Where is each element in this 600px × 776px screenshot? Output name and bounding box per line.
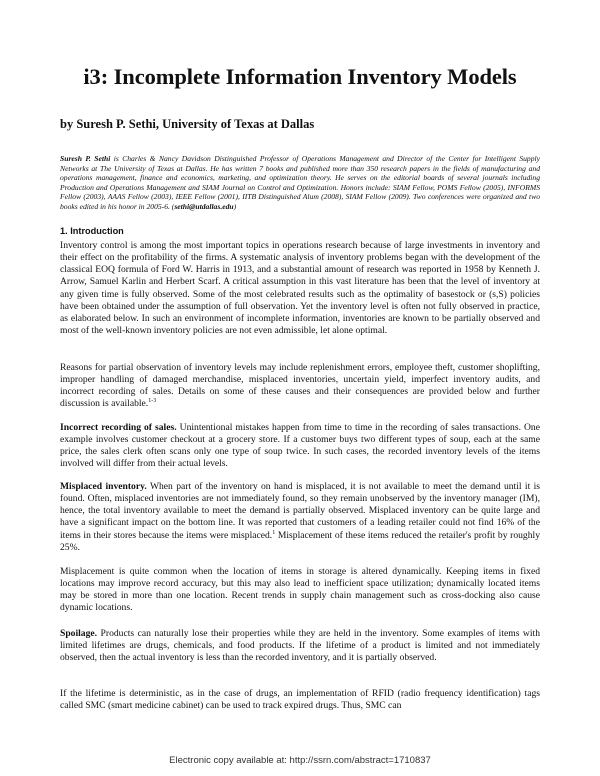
paragraph-reasons <box>60 362 540 411</box>
paragraph-spoilage <box>60 628 540 664</box>
spoilage-text: Products can naturally lose their properties while they are held in the inventory. Some examples of items with limited lifetimes are drugs, chemicals, and food products. If the lifetime of a product is limited and not immediately observed, then the actual inventory is less than the recorded inventory, and it is partially observed. <box>60 628 540 664</box>
bio-email[interactable]: sethi@utdallas.edu <box>174 201 234 211</box>
misplaced-lead: Misplaced inventory. <box>60 481 147 492</box>
reasons-text: Reasons for partial observation of inventory levels may include replenishment errors, employee theft, customer shoplifting, improper handling of damaged merchandise, misplaced inventories, uncertain yield, imperfect inventory audits, and incorrect recording of sales. Details on some of these causes and their consequences are provided below and further discussion is available. <box>60 362 540 410</box>
bio-name: Suresh P. Sethi <box>60 154 111 163</box>
paragraph-incorrect-recording <box>60 422 540 471</box>
reasons-ref: 1-3 <box>148 398 157 405</box>
paragraph-lifetime: If the lifetime is deterministic, as in the case of drugs, an implementation of RFID (radio frequency identification) tags called SMC (smart medicine cabinet) can be used to track expired drugs. Thus, SMC can <box>60 688 540 712</box>
paragraph-intro: Inventory control is among the most important topics in operations research because of large investments in inventory and their effect on the profitability of the firms. A systematic analysis of inventory problems began with the development of the classical EOQ formula of Ford W. Harris in 1913, and a substantial amount of research was reported in 1958 by Kenneth J. Arrow, Samuel Karlin and Herbert Scarf. A critical assumption in this vast literature has been that the level of inventory at any given time is fully observed. Some of the most celebrated results such as the optimality of basestock or (s,S) policies have been obtained under the assumption of full observation. Yet the inventory level is often not fully observed in practice, as elaborated below. In such an environment of incomplete information, inventories are known to be partially observed and most of the well-known inventory policies are not even admissible, let alone optimal. <box>60 240 540 337</box>
bio-text: is Charles & Nancy Davidson Distinguished Professor of Operations Management and Director of the Center for Intelligent Supply Networks at The University of Texas at Dallas. He has written 7 books and published more than 350 research papers in the fields of manufacturing and operations management, finance and economics, marketing, and optimization theory. He serves on the editorial boards of several journals including Production and Operations Management and SIAM Journal on Control and Optimization. Honors include: SIAM Fellow, POMS Fellow (2005), INFORMS Fellow (2003), AAAS Fellow (2003), IEEE Fellow (2001), IITB Distinguished Alum (2008), SIAM Fellow (2009). Two conferences were organized and two books edited in his honor in 2005-6. ( <box>60 154 541 211</box>
author-bio <box>60 154 540 211</box>
paper-title: i3: Incomplete Information Inventory Models <box>83 64 517 89</box>
paragraph-misplaced-inventory <box>60 481 540 554</box>
misplaced-ref: 1 <box>272 529 276 536</box>
author-byline: by Suresh P. Sethi, University of Texas at Dallas <box>60 117 315 131</box>
paragraph-misplacement: Misplacement is quite common when the location of items in storage is altered dynamically. Keeping items in fixed locations may improve record accuracy, but this may also lead to inefficient space utilization; dynamically located items may be stored in more than one location. Recent trends in supply chain management such as cross-docking also cause dynamic locations. <box>60 566 540 614</box>
incorrect-recording-text: Unintentional mistakes happen from time to time in the recording of sales transactions. One example involves customer checkout at a grocery store. If a customer buys two different types of soup, each at the same price, the sales clerk often scans only one type of soup twice. In such cases, the recorded inventory levels of the items involved will differ from their actual levels. <box>60 422 540 470</box>
misplaced-text: When part of the inventory on hand is misplaced, it is not available to meet the demand until it is found. Often, misplaced inventories are not immediately found, so they remain unobserved by the inventory manager (IM), hence, the total inventory available to meet the demand is partially observed. Misplaced inventory can be quite large and have a significant impact on the bottom line. It was reported that customers of a leading retailer could not find 16% of the items in their stores because the items were misplaced. <box>60 481 540 541</box>
misplaced-tail: Misplacement of these items reduced the retailer's profit by roughly 25%. <box>60 529 540 553</box>
ssrn-footer[interactable]: Electronic copy available at: http://ssrn.com/abstract=1710837 <box>169 755 431 766</box>
spoilage-lead: Spoilage. <box>60 628 98 639</box>
bio-close: ) <box>233 201 237 211</box>
incorrect-recording-lead: Incorrect recording of sales. <box>60 422 177 433</box>
section-heading: 1. Introduction <box>60 226 124 236</box>
